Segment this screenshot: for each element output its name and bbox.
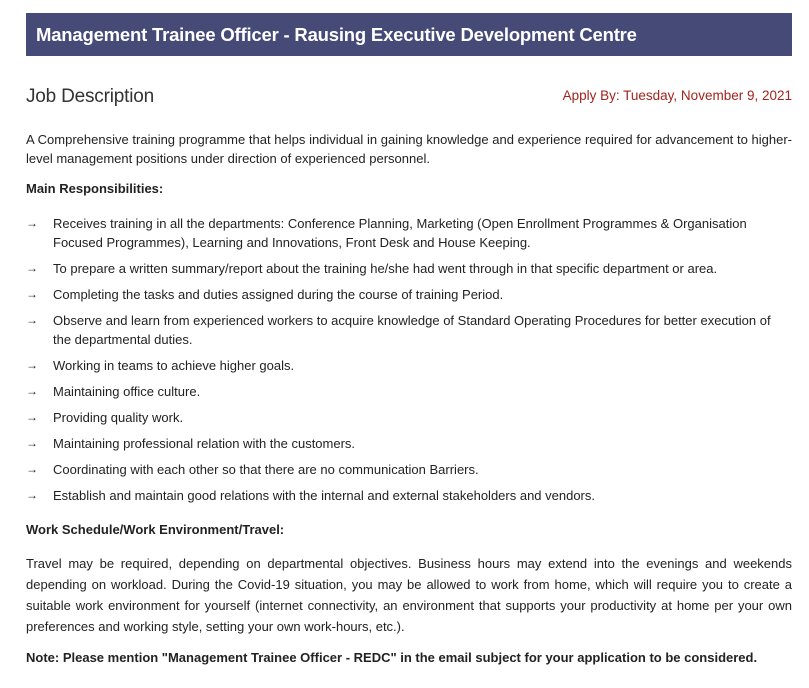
work-schedule-heading: Work Schedule/Work Environment/Travel: xyxy=(26,522,285,537)
arrow-right-icon: → xyxy=(26,410,38,424)
list-item xyxy=(26,434,792,453)
list-item-text: Establish and maintain good relations with the internal and external stakeholders and vendors. xyxy=(53,488,596,503)
section-title: Job Description xyxy=(26,86,154,107)
job-description-header xyxy=(26,86,792,112)
list-item xyxy=(26,311,792,349)
page-title: Management Trainee Officer - Rausing Executive Development Centre xyxy=(36,23,637,45)
responsibilities-heading: Main Responsibilities: xyxy=(26,181,164,196)
responsibilities-list xyxy=(26,214,792,505)
list-item-text: Completing the tasks and duties assigned during the course of training Period. xyxy=(53,287,504,302)
apply-by-date: Apply By: Tuesday, November 9, 2021 xyxy=(562,88,792,103)
arrow-right-icon: → xyxy=(26,436,38,450)
arrow-right-icon: → xyxy=(26,488,38,502)
list-item xyxy=(26,408,792,427)
list-item xyxy=(26,382,792,401)
arrow-right-icon: → xyxy=(26,216,38,230)
list-item-text: Coordinating with each other so that there are no communication Barriers. xyxy=(53,462,479,477)
list-item xyxy=(26,460,792,479)
list-item-text: Observe and learn from experienced workers to acquire knowledge of Standard Operating Procedures for better execution of the departmental duties. xyxy=(53,313,771,347)
arrow-right-icon: → xyxy=(26,261,38,275)
arrow-right-icon: → xyxy=(26,358,38,372)
title-banner xyxy=(26,13,792,56)
job-description-body xyxy=(26,130,792,667)
travel-paragraph: Travel may be required, depending on departmental objectives. Business hours may extend into the evenings and weekends depending on workload. During the Covid-19 situation, you may be allowed to work from home, which will require you to create a suitable work environment for yourself (internet connectivity, an environment that supports your productivity at home per your own preferences and working style, setting your own work-hours, etc.). xyxy=(26,556,792,634)
arrow-right-icon: → xyxy=(26,384,38,398)
list-item-text: Working in teams to achieve higher goals. xyxy=(53,358,295,373)
list-item xyxy=(26,486,792,505)
list-item-text: To prepare a written summary/report about the training he/she had went through in that specific department or area. xyxy=(53,261,718,276)
arrow-right-icon: → xyxy=(26,313,38,327)
list-item-text: Maintaining office culture. xyxy=(53,384,201,399)
application-note: Note: Please mention "Management Trainee Officer - REDC" in the email subject for your application to be considered. xyxy=(26,650,758,665)
list-item-text: Maintaining professional relation with the customers. xyxy=(53,436,356,451)
list-item xyxy=(26,259,792,278)
list-item-text: Providing quality work. xyxy=(53,410,184,425)
list-item xyxy=(26,285,792,304)
list-item-text: Receives training in all the departments: Conference Planning, Marketing (Open Enrollment Programmes & Organisation Focused Programmes), Learning and Innovations, Front Desk and House Keeping. xyxy=(53,216,747,250)
list-item xyxy=(26,214,792,252)
list-item xyxy=(26,356,792,375)
arrow-right-icon: → xyxy=(26,287,38,301)
intro-paragraph: A Comprehensive training programme that helps individual in gaining knowledge and experience required for advancement to higher-level management positions under direction of experienced personnel. xyxy=(26,132,792,166)
arrow-right-icon: → xyxy=(26,462,38,476)
